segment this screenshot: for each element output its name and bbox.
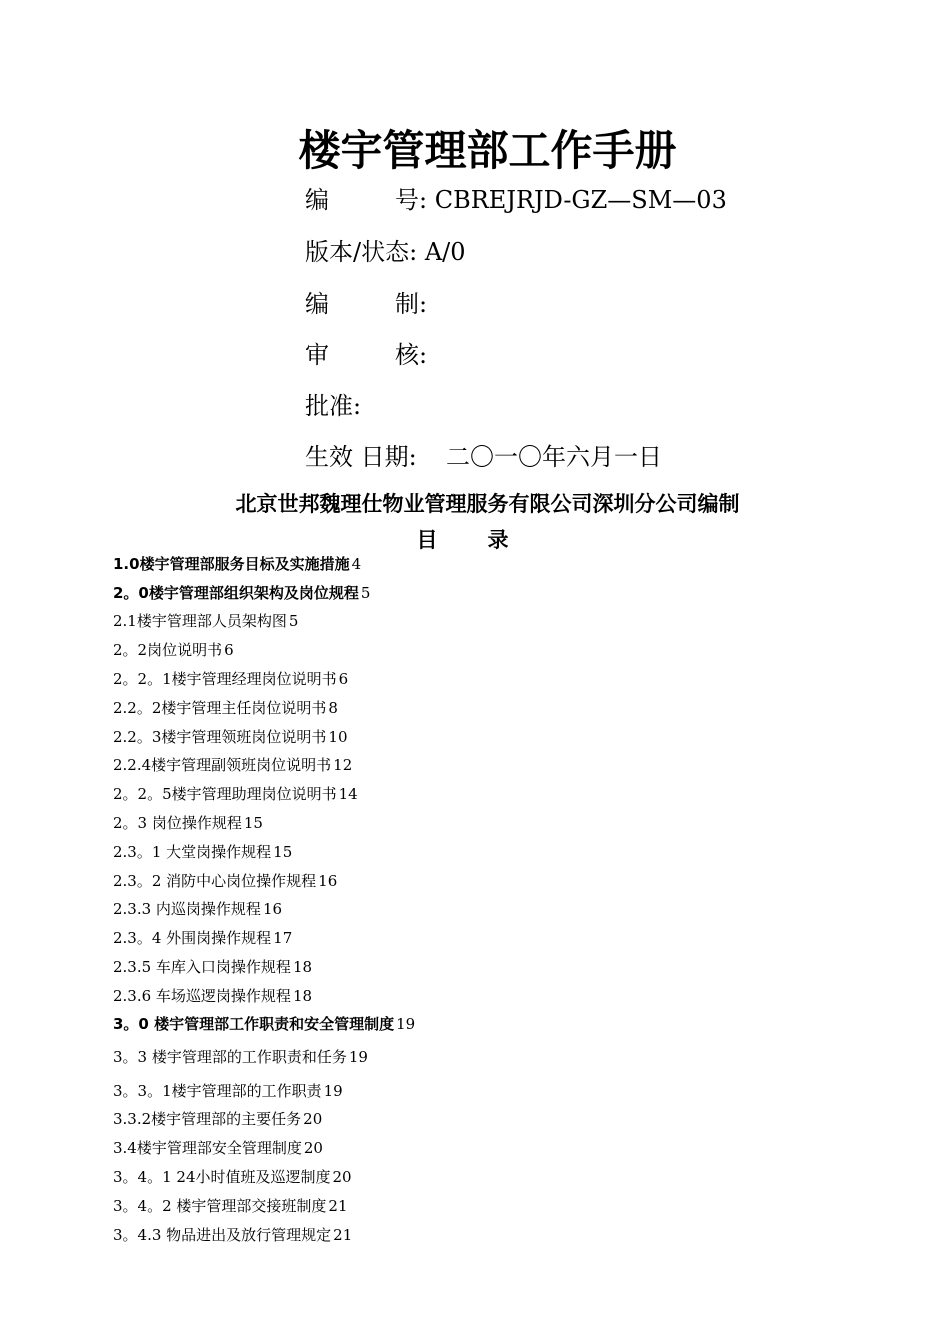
meta-label: 批准: xyxy=(305,392,362,420)
document-title: 楼宇管理部工作手册 xyxy=(298,126,677,175)
toc-entry[interactable] xyxy=(113,1196,348,1216)
toc-entry-page: 15 xyxy=(243,814,263,832)
meta-row-effective-date xyxy=(305,441,662,473)
toc-entry[interactable] xyxy=(113,583,370,603)
toc-entry-page: 5 xyxy=(288,612,299,630)
toc-entry-text: 3。4.3 物品进出及放行管理规定 xyxy=(113,1226,332,1244)
toc-entry-text: 3。3。1楼宇管理部的工作职责 xyxy=(113,1082,322,1100)
toc-entry[interactable] xyxy=(113,1014,415,1034)
toc-entry-text: 2.3.5 车库入口岗操作规程 xyxy=(113,958,291,976)
toc-entry-text: 2。2。5楼宇管理助理岗位说明书 xyxy=(113,785,337,803)
toc-entry-text: 2。2岗位说明书 xyxy=(113,641,223,659)
toc-entry-text: 3。3 楼宇管理部的工作职责和任务 xyxy=(113,1048,347,1066)
meta-row-version xyxy=(305,236,466,268)
toc-entry-text: 2.3.3 内巡岗操作规程 xyxy=(113,900,261,918)
toc-entry-page: 6 xyxy=(224,641,234,659)
meta-label: 生效 日期: xyxy=(305,443,417,471)
toc-entry-text: 3.4楼宇管理部安全管理制度 xyxy=(113,1139,302,1157)
meta-label: 编 制: xyxy=(305,290,428,318)
toc-entry-page: 18 xyxy=(292,958,313,976)
toc-entry-text: 2.3。4 外围岗操作规程 xyxy=(113,929,272,947)
toc-entry-page: 19 xyxy=(348,1048,368,1066)
meta-label: 审 核: xyxy=(305,341,428,369)
toc-entry-page: 21 xyxy=(333,1226,353,1244)
toc-entry[interactable] xyxy=(113,1081,343,1101)
toc-entry[interactable] xyxy=(113,755,352,775)
toc-entry[interactable] xyxy=(113,1225,352,1245)
toc-entry[interactable] xyxy=(113,1167,352,1187)
toc-entry[interactable] xyxy=(113,842,292,862)
toc-entry-text: 2.2.4楼宇管理副领班岗位说明书 xyxy=(113,756,332,774)
toc-entry-page: 16 xyxy=(262,900,283,918)
toc-entry[interactable] xyxy=(113,957,312,977)
toc-entry[interactable] xyxy=(113,986,312,1006)
toc-entry[interactable] xyxy=(113,640,234,660)
toc-entry-text: 3.3.2楼宇管理部的主要任务 xyxy=(113,1110,302,1128)
toc-entry[interactable] xyxy=(113,727,348,747)
toc-entry[interactable] xyxy=(113,813,263,833)
toc-entry-text: 2.3.6 车场巡逻岗操作规程 xyxy=(113,987,291,1005)
toc-entry-text: 3。4。2 楼宇管理部交接班制度 xyxy=(113,1197,327,1215)
meta-row-approve xyxy=(305,390,361,422)
toc-entry[interactable] xyxy=(113,899,282,919)
toc-entry-text: 2。3 岗位操作规程 xyxy=(113,814,242,832)
toc-entry-text: 2.1楼宇管理部人员架构图 xyxy=(113,612,287,630)
toc-entry-page: 18 xyxy=(292,987,313,1005)
meta-row-author xyxy=(305,288,427,320)
toc-entry-page: 15 xyxy=(273,843,293,861)
meta-value: CBREJRJD-GZ—SM—03 xyxy=(434,186,727,214)
meta-value: A/0 xyxy=(424,238,466,266)
toc-entry[interactable] xyxy=(113,669,348,689)
toc-entry[interactable] xyxy=(113,554,361,574)
meta-value: 二〇一〇年六月一日 xyxy=(446,443,662,471)
toc-entry[interactable] xyxy=(113,784,358,804)
toc-entry-text: 3。4。1 24小时值班及巡逻制度 xyxy=(113,1168,331,1186)
toc-entry[interactable] xyxy=(113,871,337,891)
meta-row-review xyxy=(305,339,427,371)
toc-entry-page: 20 xyxy=(332,1168,352,1186)
toc-entry-text: 2。0楼宇管理部组织架构及岗位规程 xyxy=(113,584,359,602)
toc-entry[interactable] xyxy=(113,928,292,948)
toc-entry-page: 21 xyxy=(328,1197,348,1215)
meta-row-number xyxy=(305,184,727,216)
toc-entry-page: 10 xyxy=(328,728,348,746)
toc-entry-page: 8 xyxy=(328,699,338,717)
toc-entry-page: 17 xyxy=(273,929,293,947)
toc-entry-page: 19 xyxy=(323,1082,343,1100)
toc-title: 目录 xyxy=(416,528,559,552)
toc-entry-text: 2。2。1楼宇管理经理岗位说明书 xyxy=(113,670,337,688)
toc-entry[interactable] xyxy=(113,698,338,718)
toc-entry-page: 12 xyxy=(333,756,353,774)
toc-entry[interactable] xyxy=(113,1047,368,1067)
toc-entry[interactable] xyxy=(113,611,298,631)
toc-entry-page: 20 xyxy=(303,1110,323,1128)
toc-entry-text: 2.2。3楼宇管理领班岗位说明书 xyxy=(113,728,327,746)
toc-entry-page: 14 xyxy=(338,785,358,803)
toc-entry-page: 6 xyxy=(338,670,349,688)
toc-entry-text: 2.3。1 大堂岗操作规程 xyxy=(113,843,272,861)
toc-entry-text: 1.0楼宇管理部服务目标及实施措施 xyxy=(113,555,350,573)
toc-entry-page: 19 xyxy=(396,1015,416,1033)
toc-entry[interactable] xyxy=(113,1138,323,1158)
toc-entry-text: 2.2。2楼宇管理主任岗位说明书 xyxy=(113,699,327,717)
meta-label: 版本/状态: xyxy=(305,238,418,266)
toc-entry-text: 2.3。2 消防中心岗位操作规程 xyxy=(113,872,317,890)
toc-entry-text: 3。0 楼宇管理部工作职责和安全管理制度 xyxy=(113,1015,395,1033)
toc-entry-page: 16 xyxy=(318,872,338,890)
meta-label: 编 号: xyxy=(305,186,428,214)
company-name: 北京世邦魏理仕物业管理服务有限公司深圳分公司编制 xyxy=(235,492,740,516)
toc-entry-page: 20 xyxy=(303,1139,323,1157)
toc-entry-page: 4 xyxy=(351,555,362,573)
toc-entry[interactable] xyxy=(113,1109,322,1129)
toc-entry-page: 5 xyxy=(360,584,371,602)
